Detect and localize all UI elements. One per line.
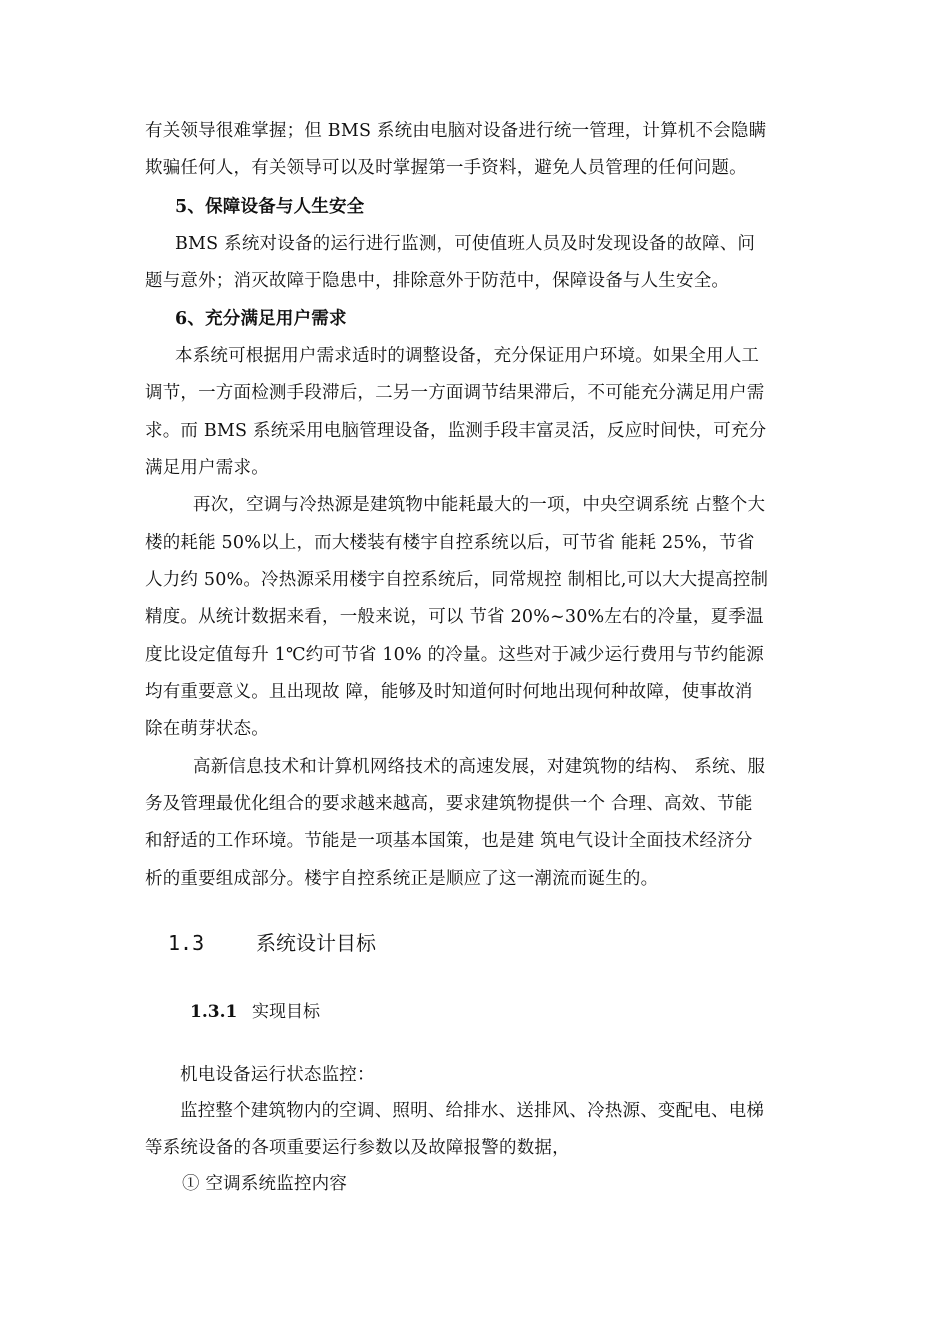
item-heading: 6、充分满足用户需求	[175, 309, 347, 329]
paragraph-line: 人力约 50%。冷热源采用楼宇自控系统后，同常规控 制相比,可以大大提高控制	[145, 570, 769, 590]
paragraph-line: 满足用户需求。	[145, 458, 269, 478]
paragraph-line: 精度。从统计数据来看，一般来说，可以 节省 20%~30%左右的冷量，夏季温	[145, 607, 764, 627]
paragraph-line: 度比设定值每升 1℃约可节省 10% 的冷量。这些对于减少运行费用与节约能源	[145, 645, 764, 665]
paragraph-line: 有关领导很难掌握；但 BMS 系统由电脑对设备进行统一管理，计算机不会隐瞒	[145, 121, 767, 141]
paragraph-line: 求。而 BMS 系统采用电脑管理设备，监测手段丰富灵活，反应时间快，可充分	[145, 421, 767, 441]
section-number: 1.3	[168, 931, 205, 955]
list-item: ① 空调系统监控内容	[182, 1174, 348, 1194]
paragraph-line: 均有重要意义。且出现故 障，能够及时知道何时何地出现何种故障，使事故消	[145, 682, 753, 702]
paragraph-line: 题与意外；消灭故障于隐患中，排除意外于防范中，保障设备与人生安全。	[145, 271, 730, 291]
paragraph-line: 和舒适的工作环境。节能是一项基本国策，也是建 筑电气设计全面技术经济分	[145, 831, 753, 851]
subsection-number: 1.3.1	[190, 1002, 238, 1022]
paragraph-line: 机电设备运行状态监控：	[180, 1065, 375, 1085]
item-heading: 5、保障设备与人生安全	[175, 197, 365, 217]
paragraph-line: 再次，空调与冷热源是建筑物中能耗最大的一项，中央空调系统 占整个大	[193, 495, 766, 515]
paragraph-line: 析的重要组成部分。楼宇自控系统正是顺应了这一潮流而诞生的。	[145, 869, 659, 889]
paragraph-line: 等系统设备的各项重要运行参数以及故障报警的数据，	[145, 1138, 570, 1158]
paragraph-line: 欺骗任何人，有关领导可以及时掌握第一手资料，避免人员管理的任何问题。	[145, 158, 747, 178]
paragraph-line: 除在萌芽状态。	[145, 719, 269, 739]
paragraph-line: 务及管理最优化组合的要求越来越高，要求建筑物提供一个 合理、高效、节能	[145, 794, 753, 814]
paragraph-line: 本系统可根据用户需求适时的调整设备，充分保证用户环境。如果全用人工	[175, 346, 760, 366]
paragraph-line: 调节，一方面检测手段滞后，二另一方面调节结果滞后，不可能充分满足用户需	[145, 383, 765, 403]
section-title: 系统设计目标	[256, 931, 376, 955]
paragraph-line: 监控整个建筑物内的空调、照明、给排水、送排风、冷热源、变配电、电梯	[180, 1101, 765, 1121]
paragraph-line: 高新信息技术和计算机网络技术的高速发展，对建筑物的结构、 系统、服	[193, 757, 766, 777]
subsection-title: 实现目标	[252, 1002, 320, 1022]
paragraph-line: BMS 系统对设备的运行进行监测，可使值班人员及时发现设备的故障、问	[175, 234, 756, 254]
paragraph-line: 楼的耗能 50%以上，而大楼装有楼宇自控系统以后，可节省 能耗 25%，节省	[145, 533, 755, 553]
